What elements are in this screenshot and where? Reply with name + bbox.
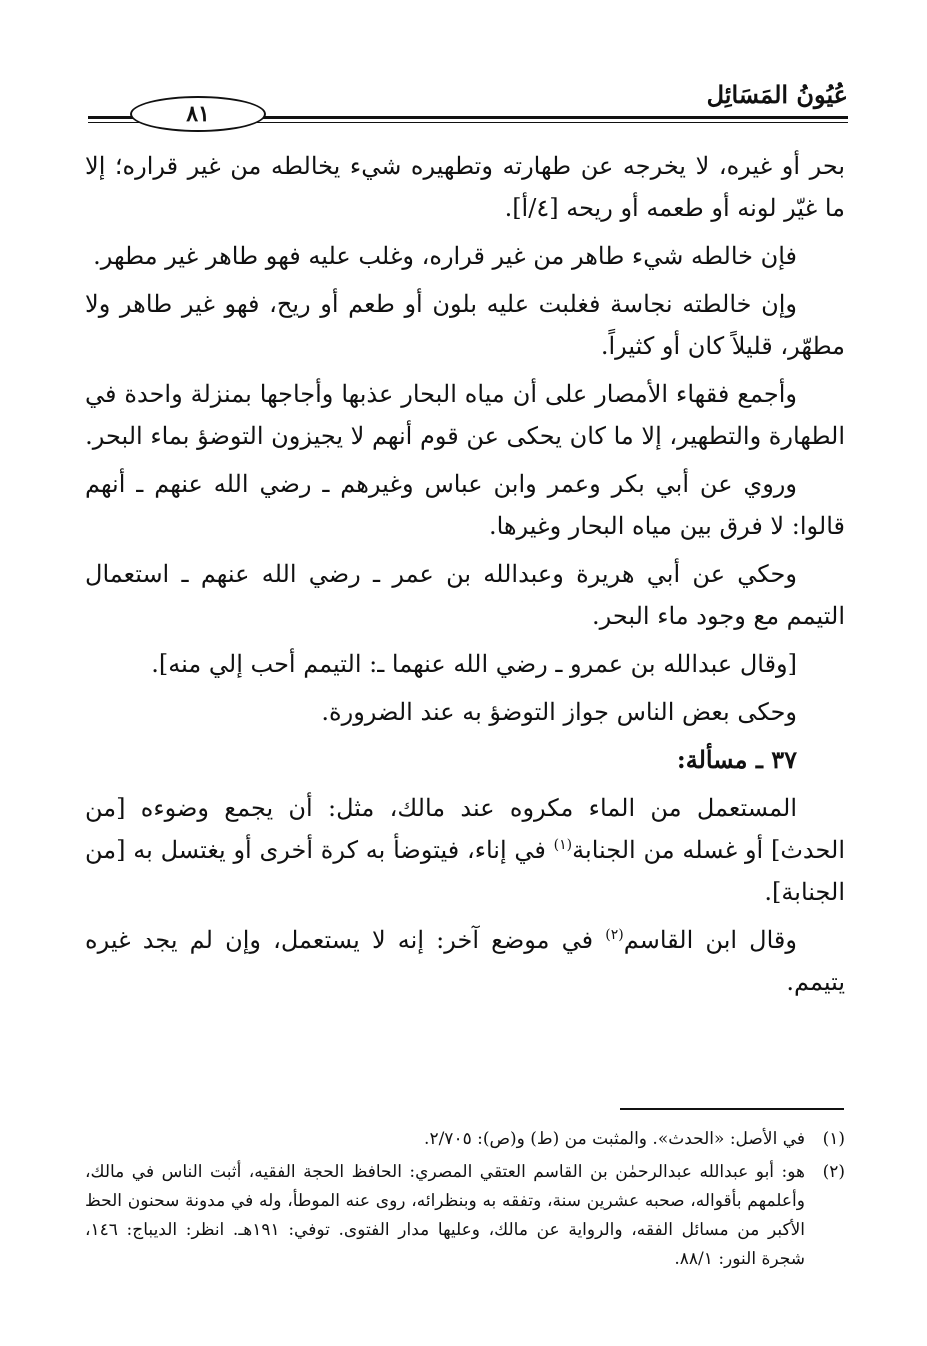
- main-text: [85, 145, 845, 1009]
- paragraph: وحكي عن أبي هريرة وعبدالله بن عمر ـ رضي الله عنهم ـ استعمال التيمم مع وجود ماء البحر.: [85, 560, 845, 630]
- paragraph: بحر أو غيره، لا يخرجه عن طهارته وتطهيره شيء يخالطه من غير قراره؛ إلا ما غيّر لونه أو طعمه أو ريحه [٤/أ].: [85, 152, 845, 222]
- footnote-number: (١): [822, 1129, 845, 1149]
- footnote-number: (٢): [822, 1162, 845, 1182]
- page-number-badge: [130, 96, 266, 132]
- paragraph-text: وقال ابن القاسم: [623, 926, 797, 954]
- paragraph: [85, 787, 845, 913]
- footnote-text: هو: أبو عبدالله عبدالرحمٰن بن القاسم العتقي المصري: الحافظ الحجة الفقيه، أثبت الناس في مالك، وأعلمهم بأقواله، صحبه عشرين سنة، وتفقه به وبنظرائه، روى عنه الموطأ، وله في مدونة سحنون الحظ الأكبر من مسائل الفقه، والرواية عن مالك، وعليها مدار الفتوى. توفي: ١٩١هـ. انظر: الديباج: ١٤٦، شجرة النور: ٨٨/١.: [85, 1162, 806, 1269]
- footnote-ref[interactable]: (٢): [605, 927, 624, 943]
- paragraph: وإن خالطته نجاسة فغلبت عليه بلون أو طعم أو ريح، فهو غير طاهر ولا مطهّر، قليلاً كان أو كثيراً.: [85, 290, 845, 360]
- footnote-ref[interactable]: (١): [553, 837, 573, 853]
- paragraph: فإن خالطه شيء طاهر من غير قراره، وغلب عليه فهو طاهر غير مطهر.: [93, 242, 797, 270]
- footnote-separator: [620, 1108, 844, 1110]
- page-header: [88, 70, 848, 130]
- paragraph: [وقال عبدالله بن عمرو ـ رضي الله عنهما ـ: التيمم أحب إلي منه].: [151, 650, 797, 678]
- paragraph-text: المستعمل من الماء مكروه عند مالك، مثل: أن يجمع وضوءه [من الحدث] أو غسله من الجنابة: [85, 794, 845, 864]
- footnote-text: في الأصل: «الحدث». والمثبت من (ط) و(ص): ٢/٧٠٥.: [424, 1129, 805, 1149]
- paragraph-text: في موضع آخر: إنه لا يستعمل، وإن لم يجد غيره يتيمم.: [85, 926, 845, 996]
- paragraph-text: في إناء، فيتوضأ به كرة أخرى أو يغتسل به [من الجنابة].: [85, 836, 845, 906]
- page-number: ٨١: [186, 101, 210, 127]
- paragraph: وروي عن أبي بكر وعمر وابن عباس وغيرهم ـ رضي الله عنهم ـ أنهم قالوا: لا فرق بين مياه البحار وغيرها.: [85, 470, 845, 540]
- book-title: عُيُونُ المَسَائِل: [706, 80, 848, 109]
- footnote: [85, 1125, 845, 1154]
- section-heading: ٣٧ ـ مسألة:: [676, 745, 797, 774]
- paragraph: [85, 919, 845, 1003]
- paragraph: وحكى بعض الناس جواز التوضؤ به عند الضرورة.: [321, 698, 797, 726]
- footnote: [85, 1158, 845, 1274]
- paragraph: وأجمع فقهاء الأمصار على أن مياه البحار عذبها وأجاجها بمنزلة واحدة في الطهارة والتطهير، إلا ما كان يحكى عن قوم أنهم لا يجيزون التوضؤ بماء البحر.: [85, 380, 845, 450]
- footnotes: [85, 1125, 845, 1278]
